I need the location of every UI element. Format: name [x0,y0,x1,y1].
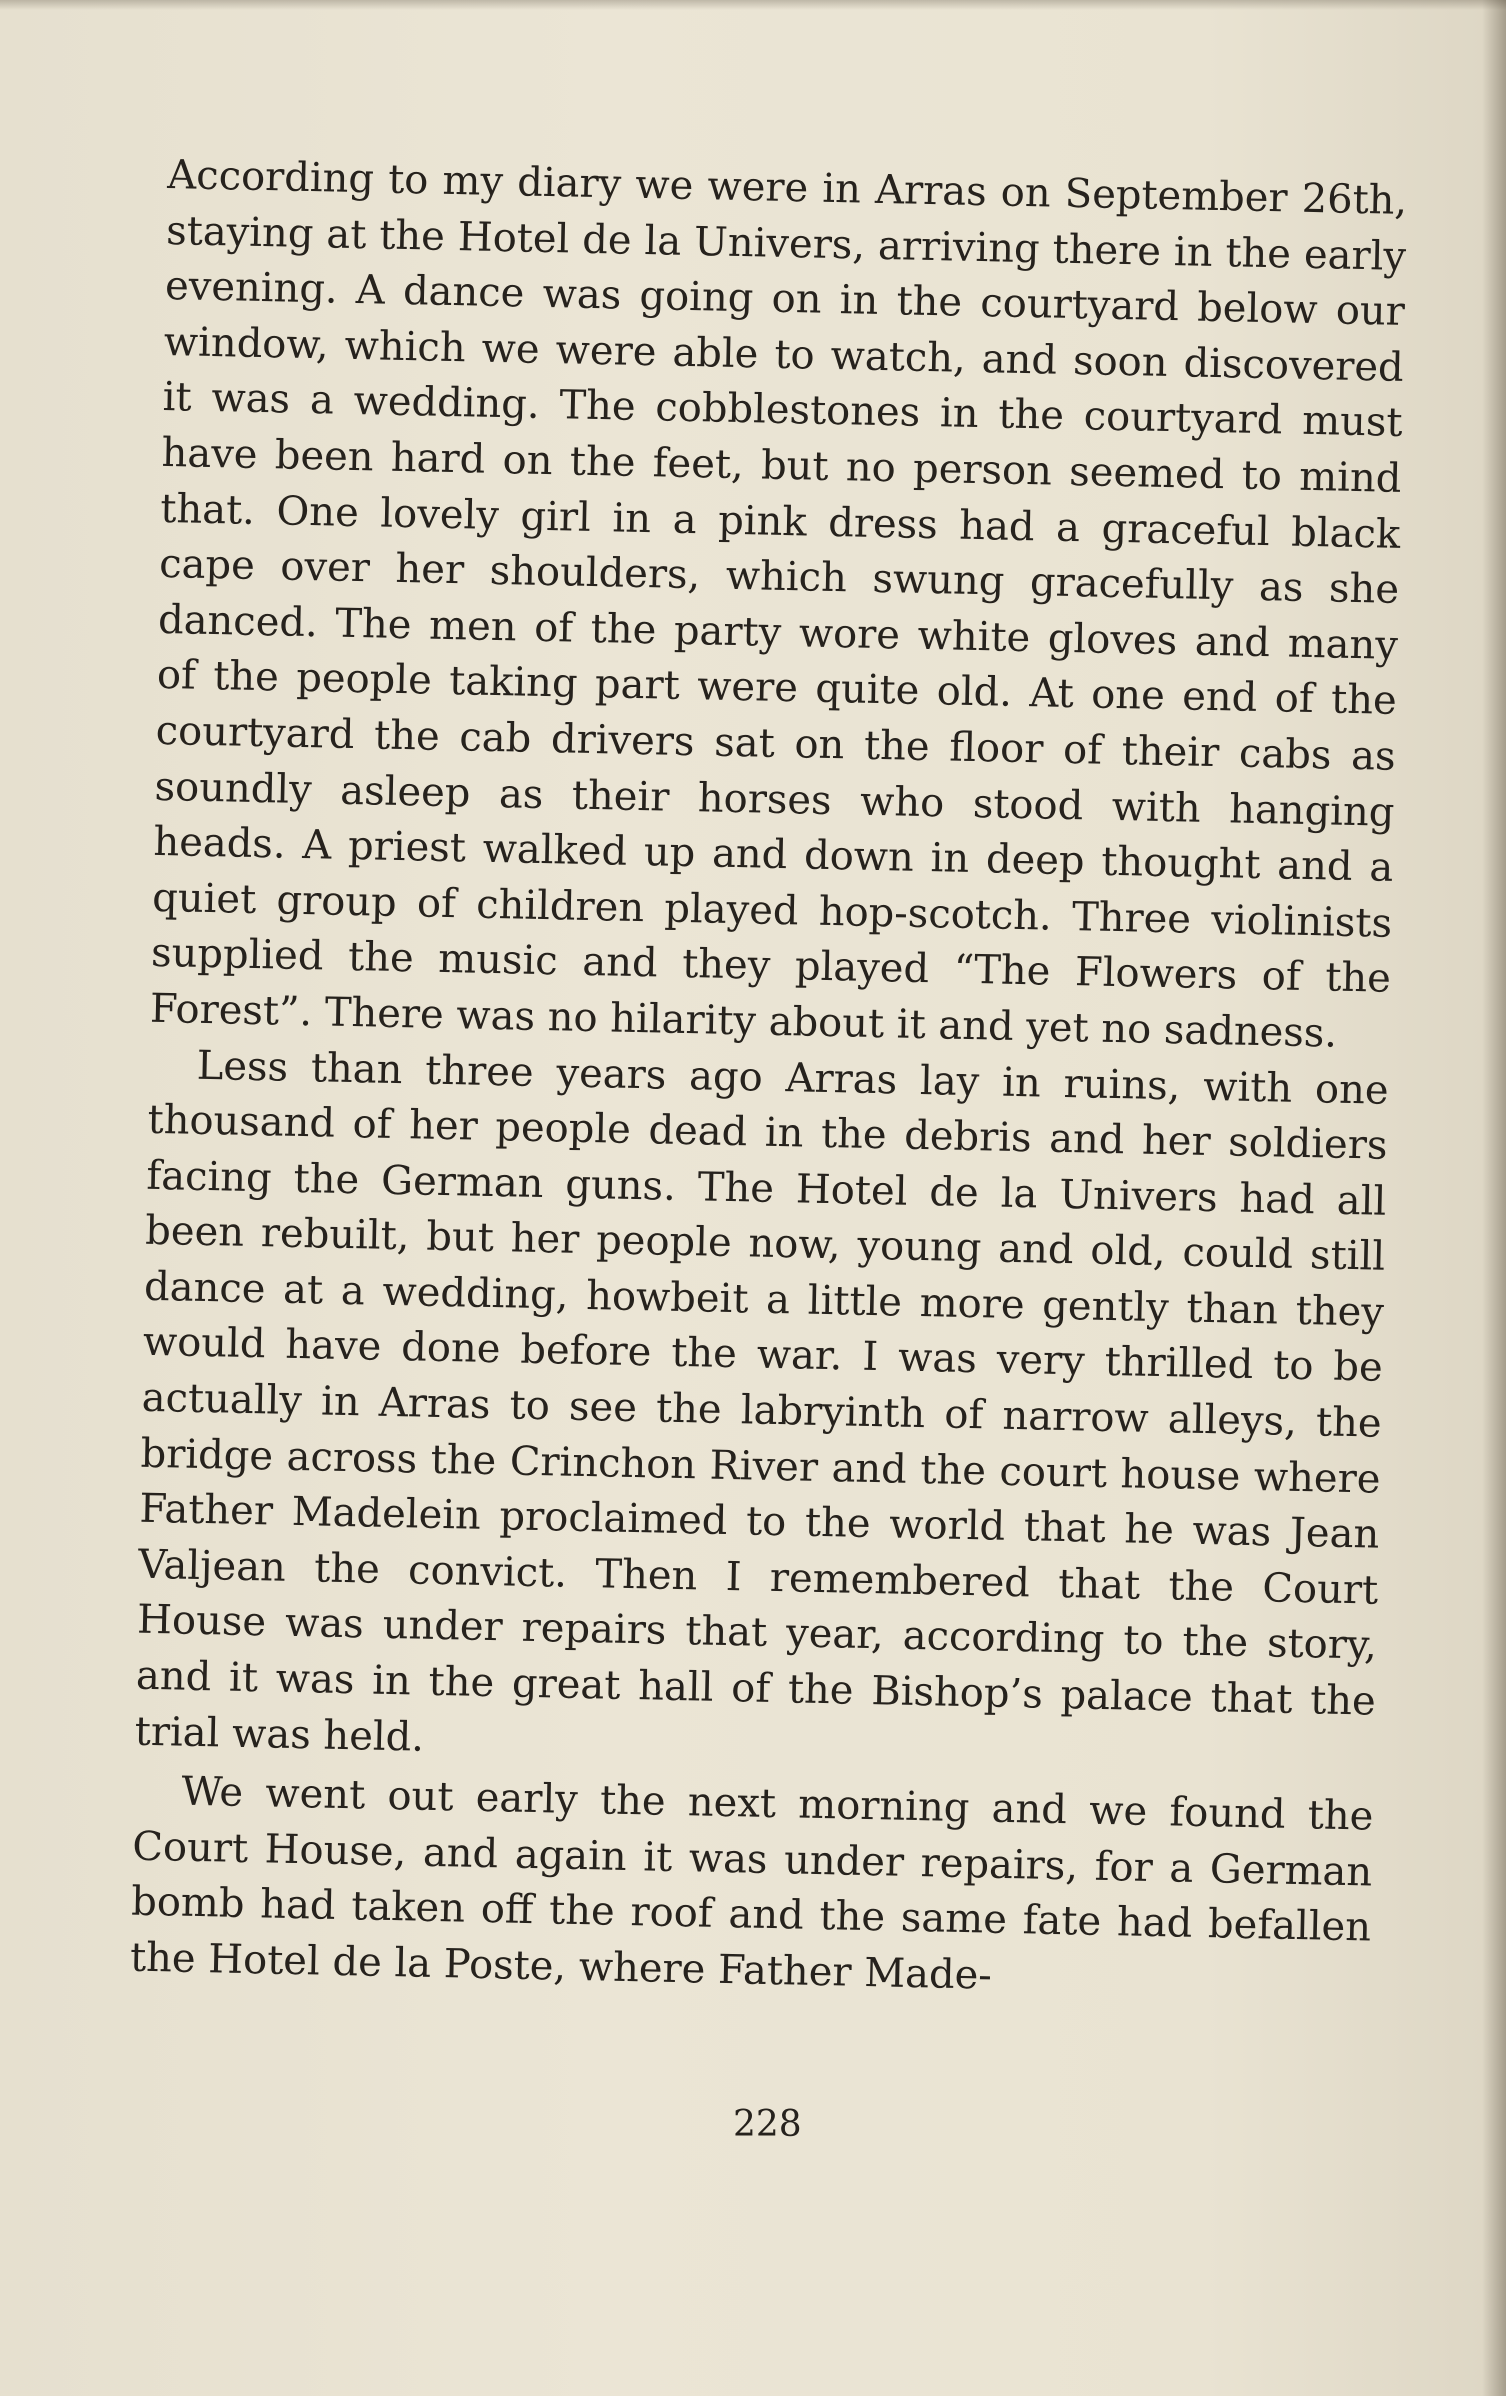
paragraph-3: We went out early the next morning and we found the Court House, and again it was under repairs, for a German bomb had taken off the roof and the same fate had befallen the Hotel de la Poste, where Father Made- [129,1768,1374,1999]
page-top-shadow [0,0,1506,10]
page-spine-shadow [1482,0,1506,2396]
paragraph-1: According to my diary we were in Arras on September 26th, staying at the Hotel de la Univers, arriving there in the early evening. A dance was going on in the courtyard below our window, which we were able to watch, and soon discovered it was a wedding. The cobblestones in the courtyard must have been hard on the feet, but no person seemed to mind that. One lovely girl in a pink dress had a graceful black cape over her shoulders, which swung gracefully as she danced. The men of the party wore white gloves and many of the people taking part were quite old. At one end of the courtyard the cab drivers sat on the floor of their cabs as soundly asleep as their horses who stood with hanging heads. A priest walked up and down in deep thought and a quiet group of children played hop-scotch. Three violinists supplied the music and they played “The Flowers of the Forest”. There was no hilarity about it and yet no sadness. [149,151,1408,1057]
page-number: 228 [733,2104,802,2145]
paragraph-2: Less than three years ago Arras lay in ruins, with one thousand of her people dead in the debris and her soldiers facing the German guns. The Hotel de la Univers had all been rebuilt, but her people now, young and old, could still dance at a wedding, howbeit a little more gently than they would have done before the war. I was very thrilled to be actually in Arras to see the labryinth of narrow alleys, the bridge across the Crinchon River and the court house where Father Madelein proclaimed to the world that he was Jean Valjean the convict. Then I remembered that the Court House was under repairs that year, according to the story, and it was in the great hall of the Bishop’s palace that the trial was held. [134,1042,1390,1761]
body-text [129,148,1407,2012]
